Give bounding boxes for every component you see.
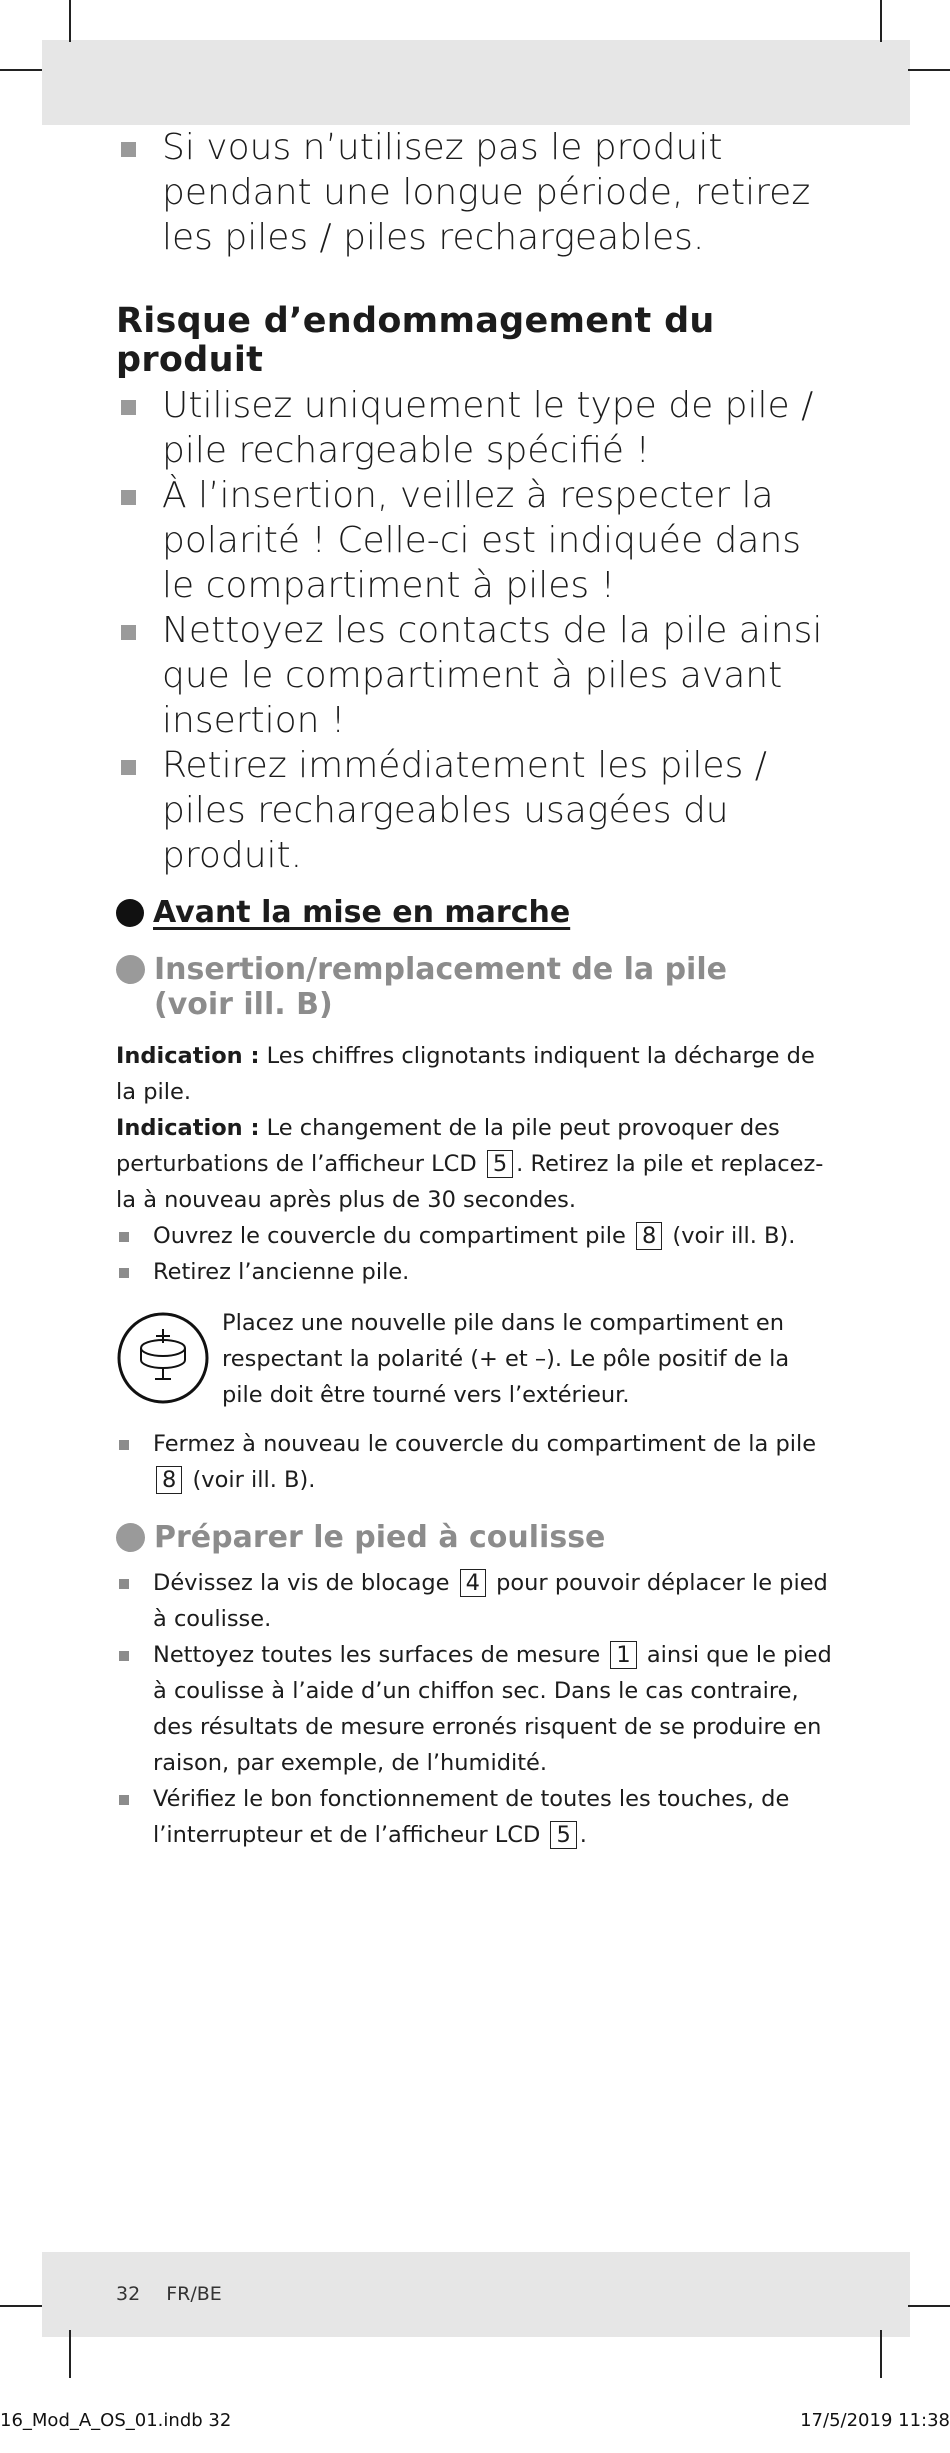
risk-bullet-list <box>116 383 836 878</box>
battery-polarity-note: Placez une nouvelle pile dans le compartiment en respectant la polarité (+ et –). Le pôle positif de la pile doit être tourné vers l’extérieur. <box>116 1305 836 1413</box>
page-content <box>116 125 836 1853</box>
crop-mark <box>908 2305 950 2307</box>
print-slug-date: 17/5/2019 11:38 <box>800 2410 950 2431</box>
indication-note: Indication : Le changement de la pile peut provoquer des perturbations de l’afficheur LCD 5 . Retirez la pile et replacez-la à nouveau après plus de 30 secondes. <box>116 1115 824 1213</box>
square-bullet-icon <box>119 1268 129 1278</box>
square-bullet-icon <box>119 1579 129 1589</box>
locale-label: FR/BE <box>166 2283 222 2305</box>
reference-number: 5 <box>487 1150 513 1178</box>
print-slug-file: 16_Mod_A_OS_01.indb 32 <box>0 2410 232 2431</box>
list-item: À l’insertion, veillez à respecter la polarité ! Celle-ci est indiquée dans le compartiment à piles ! <box>116 473 836 608</box>
square-bullet-icon <box>119 1651 129 1661</box>
indication-note: Indication : Les chiffres clignotants indiquent la décharge de la pile. <box>116 1043 815 1105</box>
crop-mark <box>69 2330 71 2378</box>
prepare-bullet-list <box>116 1565 836 1853</box>
crop-mark <box>880 0 882 42</box>
reference-number: 4 <box>460 1569 486 1597</box>
crop-mark <box>69 0 71 42</box>
page-number: 32 <box>116 2283 141 2305</box>
list-item: Nettoyez les contacts de la pile ainsi que le compartiment à piles avant insertion ! <box>116 608 836 743</box>
square-bullet-icon <box>121 142 136 157</box>
prepare-heading: Préparer le pied à coulisse <box>116 1520 836 1555</box>
bullet-dot-icon <box>116 1523 145 1552</box>
bullet-dot-icon <box>116 955 145 984</box>
risk-heading: Risque d’endommagement du produit <box>116 301 715 380</box>
list-item: Utilisez uniquement le type de pile / pile rechargeable spécifié ! <box>116 383 836 473</box>
crop-mark <box>0 69 42 71</box>
before-start-heading: Avant la mise en marche <box>116 894 836 932</box>
list-item: Fermez à nouveau le couvercle du compartiment de la pile 8 (voir ill. B). <box>116 1426 836 1498</box>
reference-number: 5 <box>550 1821 576 1849</box>
list-item: Ouvrez le couvercle du compartiment pile 8 (voir ill. B). <box>116 1218 836 1254</box>
list-item: Dévissez la vis de blocage 4 pour pouvoir déplacer le pied à coulisse. <box>116 1565 836 1637</box>
square-bullet-icon <box>121 490 136 505</box>
list-item: Vérifiez le bon fonctionnement de toutes les touches, de l’interrupteur et de l’afficheur LCD 5 . <box>116 1781 836 1853</box>
list-item: Retirez immédiatement les piles / piles rechargeables usagées du produit. <box>116 743 836 878</box>
battery-polarity-icon <box>116 1311 210 1405</box>
header-band <box>42 40 910 125</box>
page-footer <box>116 2252 242 2337</box>
crop-mark <box>880 2330 882 2378</box>
crop-mark <box>908 69 950 71</box>
reference-number: 1 <box>610 1641 636 1669</box>
square-bullet-icon <box>121 760 136 775</box>
list-item: Nettoyez toutes les surfaces de mesure 1 ainsi que le pied à coulisse à l’aide d’un chiffon sec. Dans le cas contraire, des résultats de mesure erronés risquent de se produire en raison, par exemple, de l’humidité. <box>116 1637 836 1781</box>
square-bullet-icon <box>119 1440 129 1450</box>
intro-bullet-list <box>116 125 836 260</box>
square-bullet-icon <box>119 1232 129 1242</box>
battery-close-list <box>116 1426 836 1498</box>
square-bullet-icon <box>121 400 136 415</box>
battery-heading: Insertion/remplacement de la pile (voir ill. B) <box>116 952 836 1022</box>
reference-number: 8 <box>636 1222 662 1250</box>
battery-steps-list <box>116 1218 836 1290</box>
square-bullet-icon <box>121 625 136 640</box>
square-bullet-icon <box>119 1795 129 1805</box>
reference-number: 8 <box>156 1466 182 1494</box>
crop-mark <box>0 2305 42 2307</box>
bullet-dot-icon <box>116 899 144 927</box>
list-item: Retirez l’ancienne pile. <box>116 1254 836 1290</box>
list-item: Si vous n’utilisez pas le produit pendant une longue période, retirez les piles / piles rechargeables. <box>116 125 836 260</box>
